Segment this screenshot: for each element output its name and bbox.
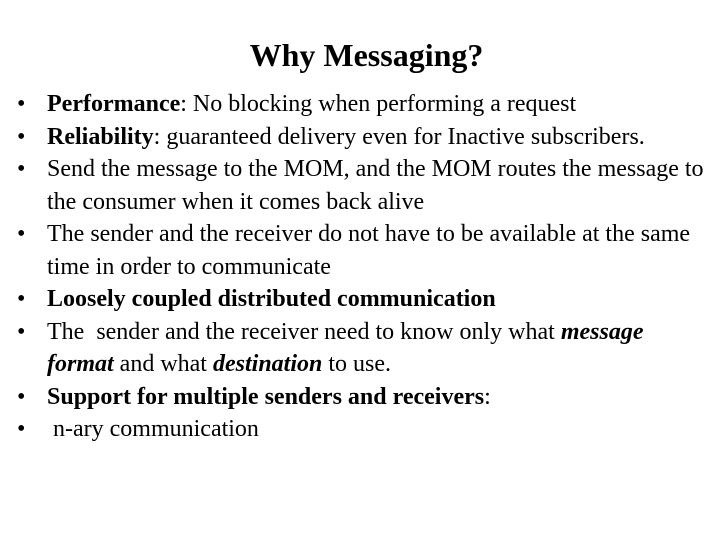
bullet-bold-text: Performance — [47, 91, 181, 117]
bullet-icon: • — [17, 383, 26, 410]
bullet-item-send-message — [17, 153, 707, 218]
bullet-text: : — [484, 383, 491, 410]
bullet-text: Send the message to the MOM, and the MOM routes the message to the consumer when it comes back alive — [47, 156, 704, 215]
bullet-icon: • — [17, 91, 26, 117]
bullet-text: and what — [113, 351, 213, 377]
bullet-item-performance — [17, 88, 707, 121]
bullet-item-n-ary — [17, 413, 707, 446]
bullet-item-reliability — [17, 121, 707, 154]
bullet-icon: • — [17, 156, 26, 182]
bullet-text: : No blocking when performing a request — [180, 91, 577, 117]
bullet-bold-text: Support for multiple senders and receivers — [47, 383, 485, 410]
bullet-icon: • — [17, 123, 26, 150]
bullet-emphasis-text: destination — [212, 351, 323, 377]
bullet-bold-text: Loosely coupled distributed communication — [47, 286, 496, 312]
bullet-text: n-ary communication — [47, 416, 259, 442]
slide-title: Why Messaging? — [249, 37, 484, 73]
bullet-icon: • — [17, 318, 26, 345]
bullet-text: : guaranteed delivery even for Inactive subscribers. — [153, 123, 645, 150]
bullet-item-format-destination — [17, 316, 707, 381]
bullet-icon: • — [17, 416, 26, 442]
bullet-list — [17, 88, 707, 446]
bullet-text: to use. — [322, 351, 392, 377]
bullet-bold-text: Reliability — [47, 123, 154, 150]
bullet-item-availability — [17, 218, 707, 283]
bullet-icon: • — [17, 286, 26, 312]
bullet-icon: • — [17, 221, 26, 247]
bullet-text: The sender and the receiver need to know only what — [47, 318, 561, 345]
bullet-emphasis-text: message format — [47, 318, 644, 377]
bullet-text: The sender and the receiver do not have to be available at the same time in order to communicate — [47, 221, 691, 280]
bullet-item-loosely-coupled — [17, 283, 707, 316]
bullet-item-multiple-senders — [17, 381, 707, 414]
